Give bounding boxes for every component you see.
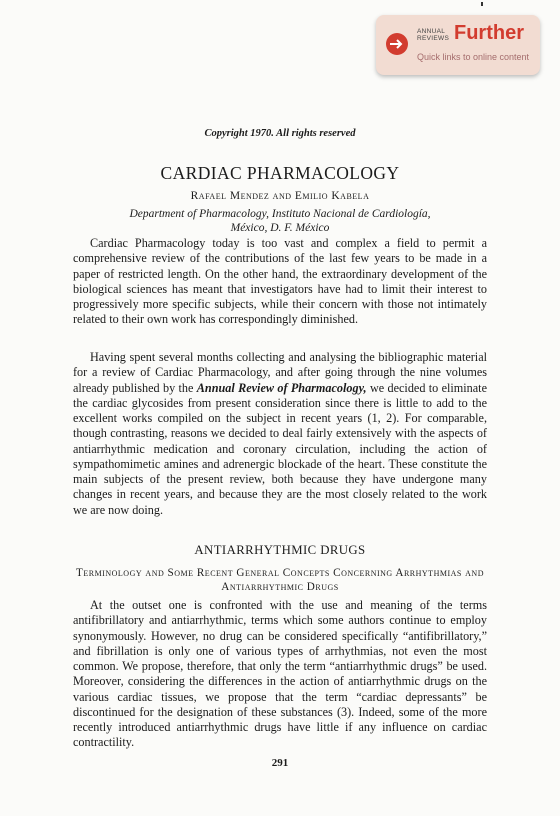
paragraph-text-start: Having spent several months collecting and analysing the bibliographic material for a review of Cardiac Pharmacology, and after going through the nine volumes already published by the	[73, 350, 487, 395]
further-subtitle: Quick links to online content	[417, 52, 530, 62]
page-number: 291	[271, 757, 289, 769]
affiliation-line-2: México, D. F. México	[230, 222, 330, 234]
annual-reviews-logo-text: ANNUAL REVIEWS	[417, 28, 450, 42]
subsection-heading: Terminology and Some Recent General Concepts Concerning Arrhythmias and Antiarrhythmic Drugs	[76, 567, 484, 593]
article-title: CARDIAC PHARMACOLOGY	[160, 163, 400, 183]
further-label: Further	[454, 22, 524, 44]
copyright-notice: Copyright 1970. All rights reserved	[204, 128, 356, 139]
intro-paragraph-2	[73, 350, 487, 518]
corner-mark	[481, 2, 483, 6]
link-icon	[385, 32, 409, 56]
paragraph-text: Cardiac Pharmacology today is too vast and complex a field to permit a comprehensive review of the contributions of the last few years to be made in a paper of restricted length. On the other hand, the extraordinary development of the biological sciences has meant that investigators have had to limit their interest to progressively more specific subjects, while their concern with those not intimately related to their own work has correspondingly diminished.	[73, 236, 487, 327]
author-affiliation	[0, 207, 560, 235]
intro-paragraph-1	[73, 236, 487, 328]
article-authors: Rafael Mendez and Emilio Kabela	[190, 190, 370, 202]
paragraph-text	[73, 350, 487, 518]
journal-title: Annual Review of Pharmacology,	[196, 380, 367, 395]
paragraph-text: At the outset one is confronted with the use and meaning of the terms antifibrillatory and antiarrhythmic, terms which some authors continue to employ synonymously. However, no drug can be considered specifically “antifibrillatory,” and fibrillation is only one of various types of arrhythmias, not even the most common. We propose, therefore, that only the term “antiarrhythmic drugs” be used. Moreover, considering the differences in the action of antiarrhythmic drugs on the various cardiac tissues, we propose that the term “cardiac depressants” be discontinued for the designation of these substances (3). Indeed, some of the more recently introduced antiarrhythmic drugs have little if any influence on cardiac contractility.	[73, 598, 487, 750]
paragraph-text-end: we decided to eliminate the cardiac glycosides from present consideration since there is little to add to the excellent works compiled on the subject in recent years (1, 2). For comparable, though contrasting, reasons we decided to deal fairly extensively with the aspects of antiarrhythmic medication and coronary circulation, including the action of sympathomimetic amines and adrenergic blockade of the heart. These constitute the main subjects of the present review, both because they have undergone many changes in recent years, and because they are the most closely related to the work we are now doing.	[73, 380, 487, 517]
affiliation-line-1: Department of Pharmacology, Instituto Nacional de Cardiología,	[129, 208, 431, 220]
section-paragraph-1	[73, 598, 487, 751]
section-heading: ANTIARRHYTHMIC DRUGS	[194, 543, 366, 557]
further-badge-link[interactable]	[376, 15, 540, 75]
